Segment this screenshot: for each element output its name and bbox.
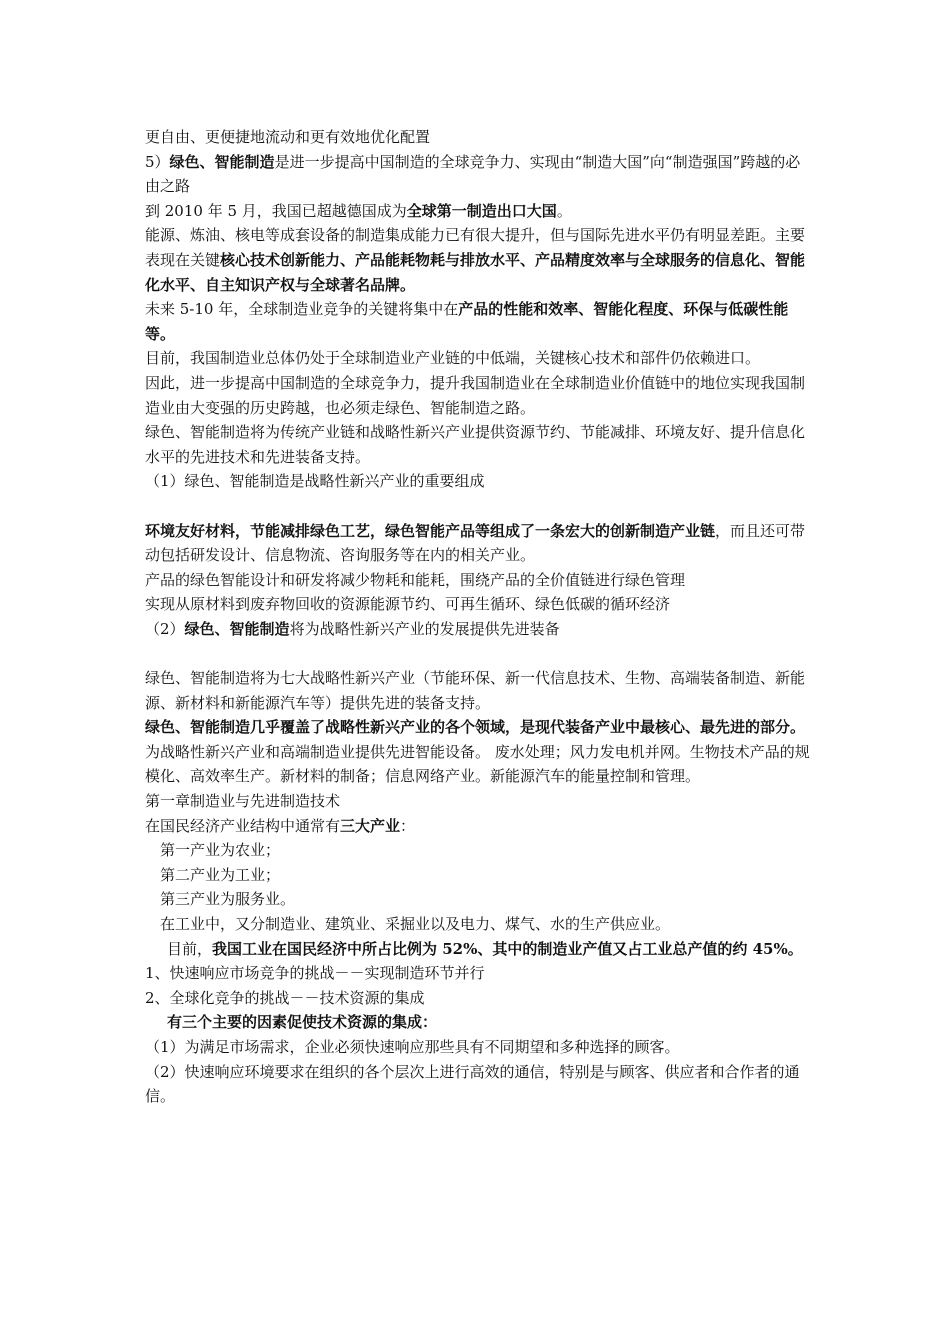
text-run: 因此，进一步提高中国制造的全球竞争力，提升我国制造业在全球制造业价值链中的地位实现我国制造业由大变强的历史跨越，也必须走绿色、智能制造之路。 <box>145 373 806 417</box>
text-run: 更自由、更便捷地流动和更有效地优化配置 <box>145 128 431 146</box>
paragraph <box>145 592 810 617</box>
paragraph <box>145 346 810 371</box>
paragraph <box>145 125 810 150</box>
paragraph <box>145 223 810 297</box>
paragraph <box>145 371 810 420</box>
paragraph <box>145 912 810 937</box>
paragraph <box>145 986 810 1011</box>
blank-line <box>145 641 810 666</box>
paragraph <box>145 297 810 346</box>
paragraph <box>145 1035 810 1060</box>
bold-text: 产品的性能和效率、智能化程度、环保与低碳性能等。 <box>145 300 789 343</box>
bold-text: 绿色、智能制造几乎覆盖了战略性新兴产业的各个领域，是现代装备产业中最核心、最先进的部分。 <box>145 718 806 737</box>
text-run: 1、快速响应市场竞争的挑战－－实现制造环节并行 <box>145 964 485 983</box>
text-run: 绿色、智能制造将为传统产业链和战略性新兴产业提供资源节约、节能减排、环境友好、提升信息化水平的先进技术和先进装备支持。 <box>145 423 806 466</box>
paragraph <box>145 617 810 642</box>
paragraph <box>145 420 810 469</box>
bold-text: 有三个主要的因素促使技术资源的集成： <box>167 1013 438 1032</box>
text-run: （1）绿色、智能制造是战略性新兴产业的重要组成 <box>145 472 485 491</box>
bold-text: 三大产业 <box>340 816 401 835</box>
bold-text: 全球第一制造出口大国 <box>406 201 557 220</box>
text-run: （2） <box>145 619 185 638</box>
text-run: 实现从原材料到废弃物回收的资源能源节约、可再生循环、绿色低碳的循环经济 <box>145 595 671 614</box>
text-run: 目前， <box>167 939 213 958</box>
bold-text: 核心技术创新能力、产品能耗物耗与排放水平、产品精度效率与全球服务的信息化、智能化水平、自主知识产权与全球著名品牌。 <box>145 250 806 294</box>
text-run: ，而且还可带动包括研发设计、信息物流、咨询服务等在内的相关产业。 <box>145 521 806 565</box>
blank-line <box>145 494 810 519</box>
paragraph <box>145 1060 810 1109</box>
text-run: 第一章制造业与先进制造技术 <box>145 792 341 811</box>
text-run: 第一产业为农业； <box>160 841 281 860</box>
text-run: 在工业中，又分制造业、建筑业、采掘业以及电力、煤气、水的生产供应业。 <box>160 915 671 933</box>
text-run: 产品的绿色智能设计和研发将减少物耗和能耗，围绕产品的全价值链进行绿色管理 <box>145 570 686 589</box>
text-run: 到 2010 年 5 月，我国已超越德国成为 <box>145 201 407 220</box>
text-run: 能源、炼油、核电等成套设备的制造集成能力已有很大提升，但与国际先进水平仍有明显差距。主要表现在关键 <box>145 226 806 269</box>
paragraph <box>145 838 810 863</box>
text-run: 为战略性新兴产业和高端制造业提供先进智能设备。 废水处理；风力发电机并网。生物技术产品的规模化、高效率生产。新材料的制备；信息网络产业。新能源汽车的能量控制和管理。 <box>145 742 810 786</box>
paragraph <box>145 150 810 199</box>
paragraph <box>145 740 810 789</box>
bold-text: 环境友好材料，节能减排绿色工艺，绿色智能产品等组成了一条宏大的创新制造产业链 <box>145 521 716 540</box>
paragraph <box>145 568 810 593</box>
paragraph <box>145 814 810 839</box>
paragraph <box>145 961 810 986</box>
text-run: 第二产业为工业； <box>160 865 281 884</box>
paragraph <box>145 519 810 568</box>
paragraph <box>145 715 810 740</box>
text-run: 2、全球化竞争的挑战－－技术资源的集成 <box>145 988 425 1007</box>
text-run: 。 <box>556 201 572 220</box>
text-run: （1）为满足市场需求，企业必须快速响应那些具有不同期望和多种选择的顾客。 <box>145 1037 680 1056</box>
text-run: 在国民经济产业结构中通常有 <box>145 816 341 835</box>
bold-text: 我国工业在国民经济中所占比例为 52%、其中的制造业产值又占工业总产值的约 45%。 <box>212 939 803 958</box>
paragraph <box>145 887 810 912</box>
paragraph <box>145 789 810 814</box>
bold-text: 绿色、智能制造 <box>169 152 275 171</box>
document-body <box>145 125 810 1109</box>
paragraph <box>145 469 810 494</box>
text-run: 目前，我国制造业总体仍处于全球制造业产业链的中低端，关键核心技术和部件仍依赖进口。 <box>145 349 761 368</box>
paragraph <box>145 863 810 888</box>
text-run: 第三产业为服务业。 <box>160 890 296 909</box>
paragraph <box>145 937 810 962</box>
paragraph <box>145 199 810 224</box>
text-run: 绿色、智能制造将为七大战略性新兴产业（节能环保、新一代信息技术、生物、高端装备制造、新能源、新材料和新能源汽车等）提供先进的装备支持。 <box>145 669 806 712</box>
text-run: （2）快速响应环境要求在组织的各个层次上进行高效的通信，特别是与顾客、供应者和合作者的通信。 <box>145 1062 800 1106</box>
text-run: 5） <box>145 152 170 171</box>
text-run: 将为战略性新兴产业的发展提供先进装备 <box>289 619 560 638</box>
text-run: 未来 5-10 年，全球制造业竞争的关键将集中在 <box>145 300 459 319</box>
bold-text: 绿色、智能制造 <box>184 619 290 638</box>
text-run: 是进一步提高中国制造的全球竞争力、实现由“制造大国”向“制造强国”跨越的必由之路 <box>145 152 801 196</box>
paragraph <box>145 666 810 715</box>
text-run: ： <box>400 816 416 835</box>
paragraph <box>145 1010 810 1035</box>
